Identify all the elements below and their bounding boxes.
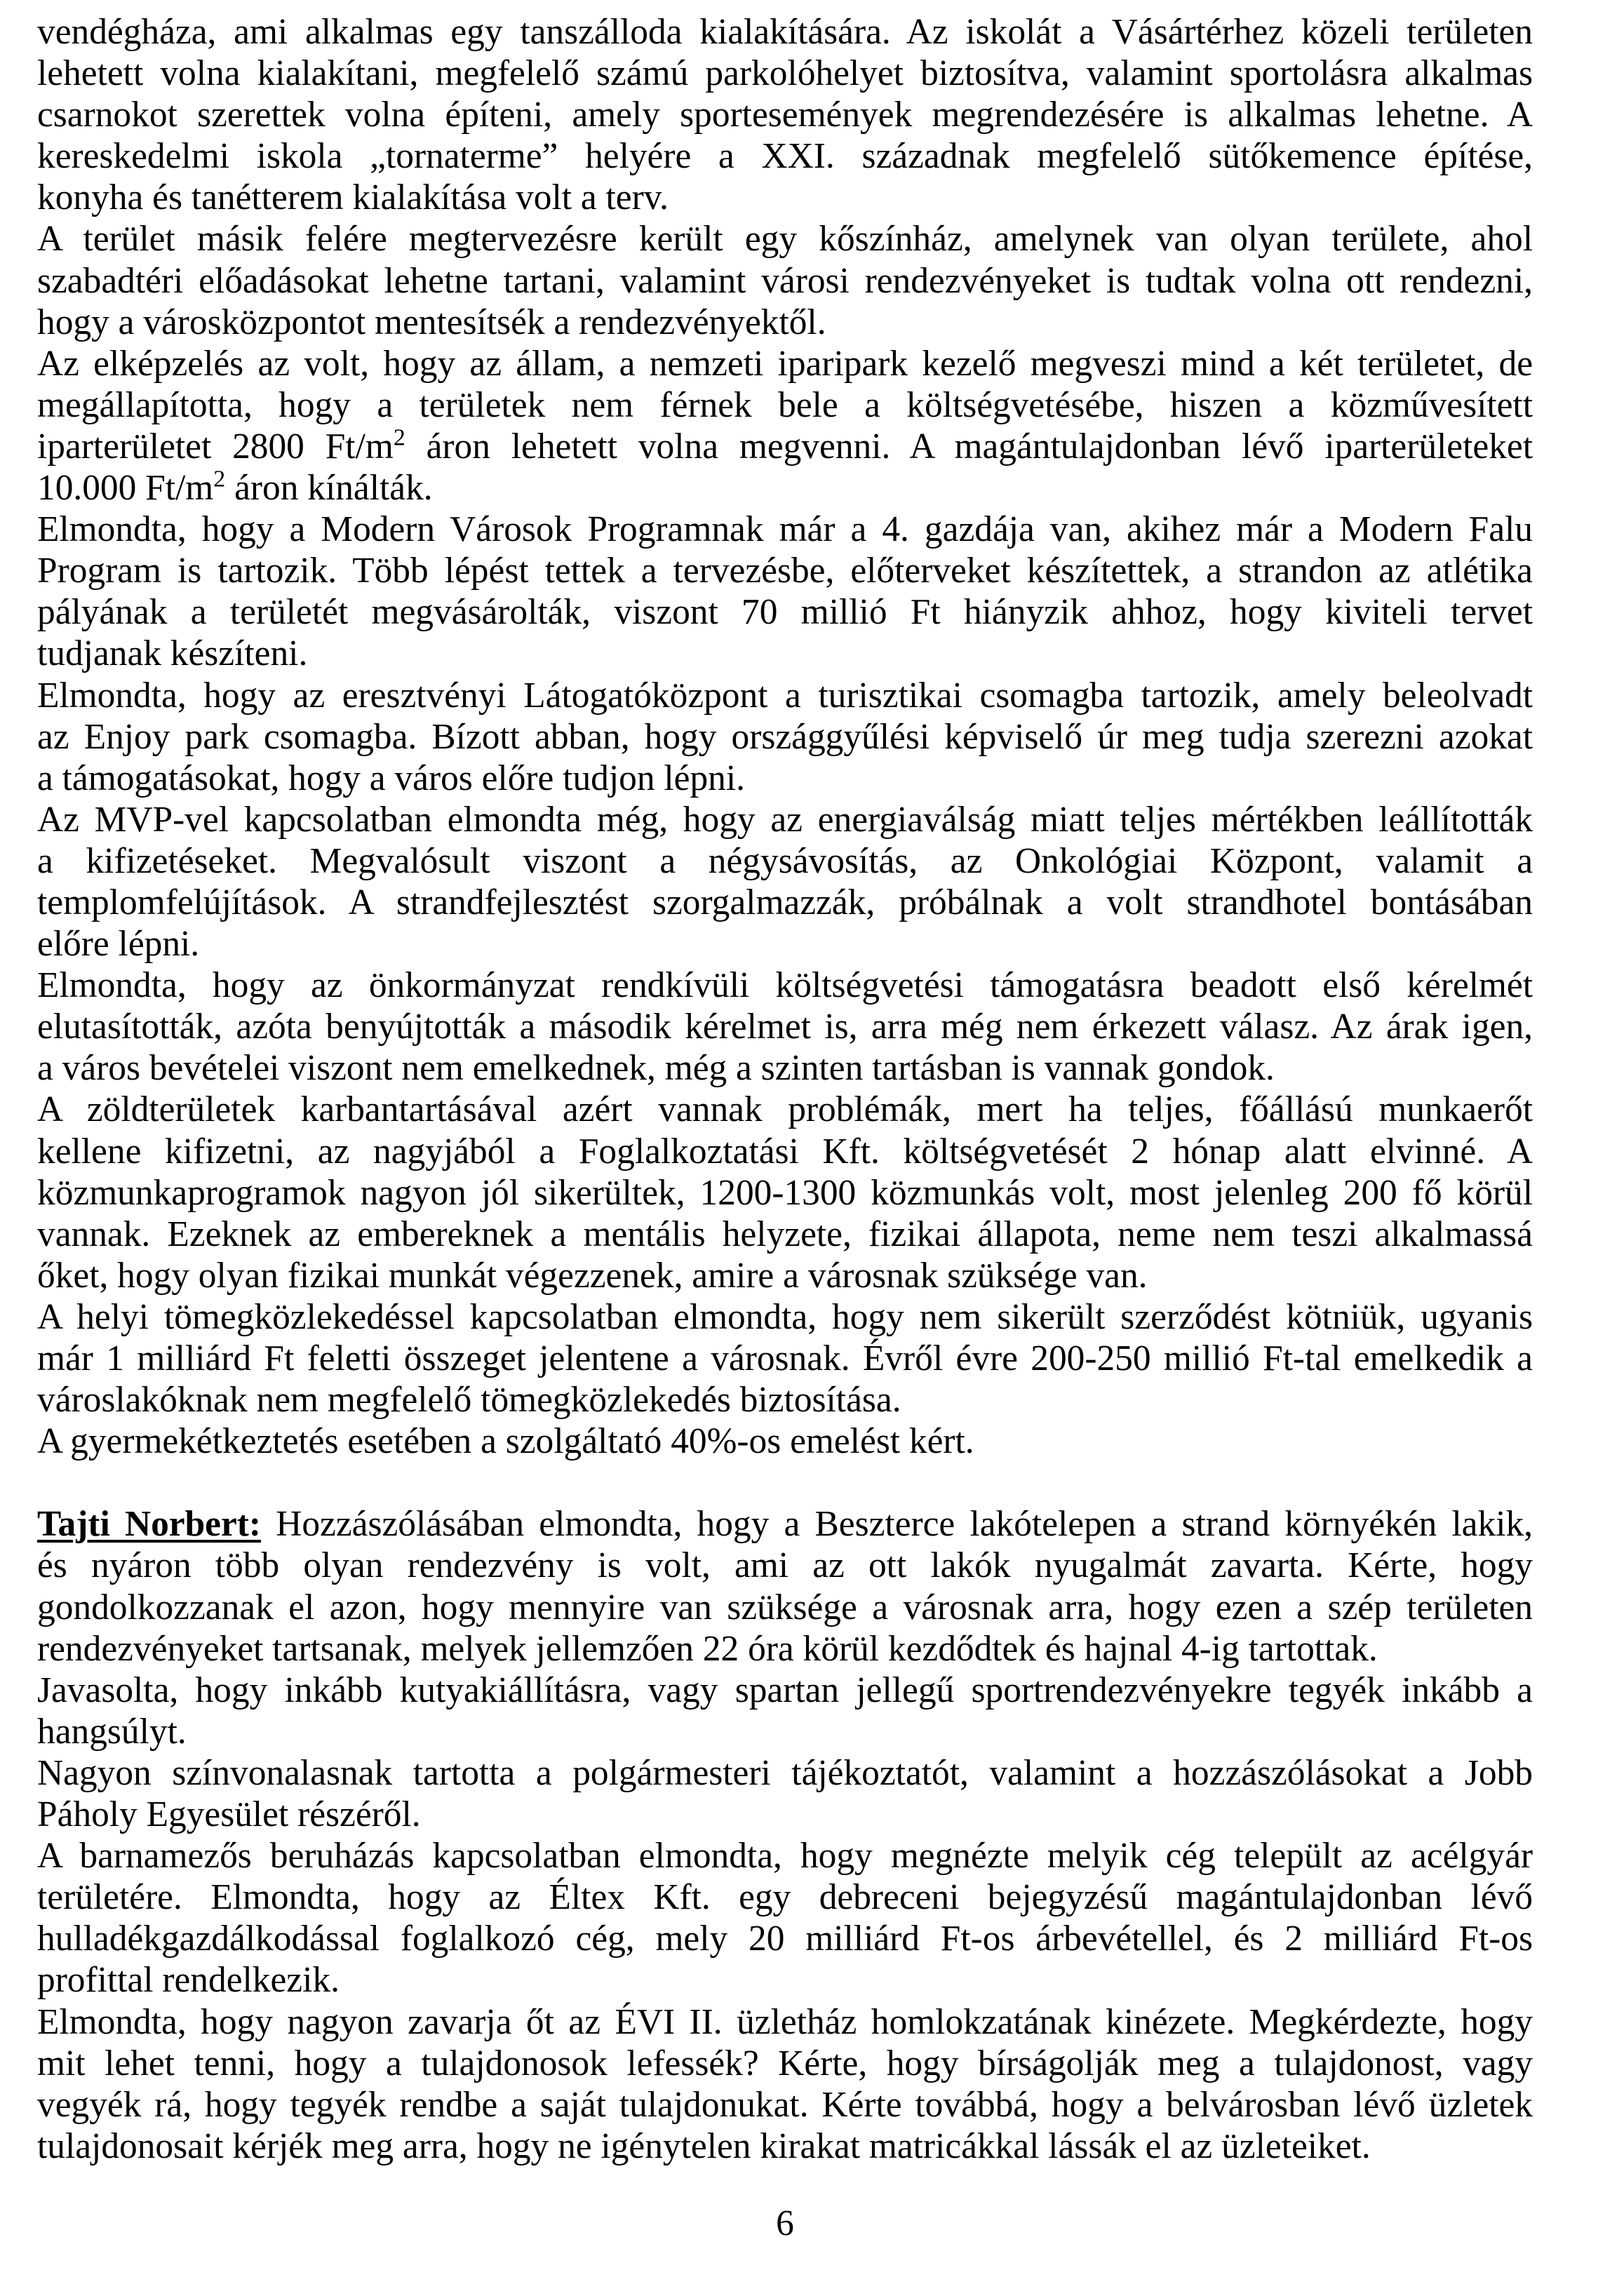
text-line: területére. Elmondta, hogy az Éltex Kft. egy debreceni bejegyzésű magántulajdonban lévő [37, 1877, 1533, 1918]
text-line: tulajdonosait kérjék meg arra, hogy ne igénytelen kirakat matricákkal lássák el az üzleteiket. [37, 2126, 1371, 2166]
text-line: közmunkaprogramok nagyon jól sikerültek, 1200-1300 közmunkás volt, most jelenleg 200 fő körül [37, 1172, 1533, 1213]
paragraph [37, 799, 1533, 965]
text-line: hogy a városközpontot mentesítsék a rendezvényektől. [37, 302, 826, 342]
text-line: Javasolta, hogy inkább kutyakiállításra, vagy spartan jellegű sportrendezvényekre tegyék inkább a [37, 1670, 1533, 1710]
text-line: csarnokot szerettek volna építeni, amely sportesemények megrendezésére is alkalmas lehetne. A [37, 95, 1533, 135]
text-line: lehetett volna kialakítani, megfelelő számú parkolóhelyet biztosítva, valamint sportolásra alkalmas [37, 53, 1533, 94]
superscript: 2 [213, 466, 226, 492]
text-line: kellene kifizetni, az nagyjából a Foglalkoztatási Kft. költségvetését 2 hónap alatt elvinné. A [37, 1131, 1533, 1172]
page-number: 6 [776, 2203, 794, 2243]
text-line: konyha és tanétterem kialakítása volt a terv. [37, 177, 669, 218]
superscript: 2 [393, 424, 405, 451]
document-body [37, 11, 1533, 2167]
text-line: templomfelújítások. A strandfejlesztést szorgalmazzák, próbálnak a volt strandhotel bontásában [37, 882, 1533, 922]
paragraph [37, 11, 1533, 218]
text-line: vendégháza, ami alkalmas egy tanszálloda kialakítására. Az iskolát a Vásártérhez közeli területen [37, 12, 1533, 52]
text-line: pályának a területét megvásárolták, viszont 70 millió Ft hiányzik ahhoz, hogy kiviteli tervet [37, 592, 1533, 633]
text-segment: áron kínálták. [225, 468, 433, 509]
text-line [37, 1503, 1533, 1545]
text-line: az Enjoy park csomagba. Bízott abban, hogy országgyűlési képviselő úr meg tudja szerezni azokat [37, 716, 1533, 757]
text-segment: Hozzászólásában elmondta, hogy a Beszterce lakótelepen a strand környékén lakik, [261, 1504, 1534, 1545]
text-line: Elmondta, hogy nagyon zavarja őt az ÉVI II. üzletház homlokzatának kinézete. Megkérdezte, hogy [37, 2001, 1533, 2042]
paragraph [37, 1089, 1533, 1296]
text-line: hulladékgazdálkodással foglalkozó cég, mely 20 milliárd Ft-os árbevétellel, és 2 milliárd Ft-os [37, 1919, 1533, 1959]
text-line: tudjanak készíteni. [37, 633, 308, 674]
text-line: mit lehet tenni, hogy a tulajdonosok lefessék? Kérte, hogy bírságolják meg a tulajdonost, vagy [37, 2043, 1533, 2083]
text-line: Páholy Egyesület részéről. [37, 1794, 421, 1835]
report-section [37, 11, 1533, 1462]
paragraph [37, 1670, 1533, 1752]
text-line: vannak. Ezeknek az embereknek a mentális helyzete, fizikai állapota, neme nem teszi alkalmassá [37, 1214, 1533, 1254]
text-line: szabadtéri előadásokat lehetne tartani, valamint városi rendezvényeket is tudtak volna ott rendezni, [37, 260, 1533, 301]
text-line: Program is tartozik. Több lépést tettek a tervezésbe, előterveket készítettek, a strandon az atlétika [37, 551, 1533, 591]
text-segment: 10.000 Ft/m [37, 468, 214, 509]
paragraph [37, 509, 1533, 674]
text-line: Az elképzelés az volt, hogy az állam, a nemzeti iparipark kezelő megveszi mind a két területet, de [37, 343, 1533, 384]
text-line: hangsúlyt. [37, 1711, 187, 1752]
paragraph [37, 218, 1533, 342]
text-line: Elmondta, hogy az önkormányzat rendkívüli költségvetési támogatásra beadott első kérelmét [37, 965, 1533, 1006]
text-line: A helyi tömegközlekedéssel kapcsolatban elmondta, hogy nem sikerült szerződést kötniük, ugyanis [37, 1296, 1533, 1337]
text-line: a város bevételei viszont nem emelkednek, még a szinten tartásban is vannak gondok. [37, 1048, 1275, 1089]
paragraph [37, 1752, 1533, 1835]
text-segment: iparterületet 2800 Ft/m [37, 426, 394, 466]
text-line: előre lépni. [37, 924, 200, 965]
paragraph [37, 1421, 1533, 1462]
paragraph [37, 2001, 1533, 2167]
text-line: A zöldterületek karbantartásával azért vannak problémák, mert ha teljes, főállású munkaerőt [37, 1089, 1533, 1130]
text-line: a kifizetéseket. Megvalósult viszont a négysávosítás, az Onkológiai Központ, valamit a [37, 840, 1533, 881]
text-line: rendezvényeket tartsanak, melyek jellemzően 22 óra körül kezdődtek és hajnal 4-ig tartottak. [37, 1628, 1378, 1669]
text-line: A gyermekétkeztetés esetében a szolgáltató 40%-os emelést kért. [37, 1421, 974, 1462]
text-line: gondolkozzanak el azon, hogy mennyire van szüksége a városnak arra, hogy ezen a szép területen [37, 1587, 1533, 1627]
blank-line [37, 1462, 1533, 1503]
text-line: profittal rendelkezik. [37, 1960, 340, 2001]
text-line: őket, hogy olyan fizikai munkát végezzenek, amire a városnak szüksége van. [37, 1255, 1148, 1296]
text-segment: áron lehetett volna megvenni. A magántulajdonban lévő iparterületeket [405, 426, 1533, 466]
text-line: a támogatásokat, hogy a város előre tudjon lépni. [37, 758, 745, 798]
text-line: már 1 milliárd Ft feletti összeget jelentene a városnak. Évről évre 200-250 millió Ft-tal emelkedik a [37, 1338, 1533, 1378]
text-line [37, 426, 1533, 467]
text-line: Elmondta, hogy a Modern Városok Programnak már a 4. gazdája van, akihez már a Modern Falu [37, 509, 1533, 550]
paragraph [37, 1296, 1533, 1421]
text-line: vegyék rá, hogy tegyék rendbe a saját tulajdonukat. Kérte továbbá, hogy a belvárosban lévő üzletek [37, 2084, 1533, 2125]
text-line: elutasították, azóta benyújtották a második kérelmet is, arra még nem érkezett válasz. Az árak igen, [37, 1007, 1533, 1047]
paragraph [37, 343, 1533, 509]
speaker-section [37, 1503, 1533, 2167]
text-line: Nagyon színvonalasnak tartotta a polgármesteri tájékoztatót, valamint a hozzászólásokat a Jobb [37, 1752, 1533, 1793]
paragraph [37, 1835, 1533, 2001]
text-line: megállapította, hogy a területek nem férnek bele a költségvetésébe, hiszen a közművesített [37, 384, 1533, 425]
text-line: és nyáron több olyan rendezvény is volt, ami az ott lakók nyugalmát zavarta. Kérte, hogy [37, 1545, 1533, 1586]
speaker-name: Tajti Norbert: [37, 1504, 262, 1545]
paragraph [37, 1503, 1533, 1669]
text-line: A barnamezős beruházás kapcsolatban elmondta, hogy megnézte melyik cég települt az acélgyár [37, 1836, 1533, 1877]
text-line [37, 467, 1533, 509]
text-line: kereskedelmi iskola „tornaterme” helyére a XXI. századnak megfelelő sütőkemence építése, [37, 136, 1533, 177]
text-line: A terület másik felére megtervezésre került egy kőszínház, amelynek van olyan területe, ahol [37, 219, 1533, 260]
text-line: Elmondta, hogy az eresztvényi Látogatóközpont a turisztikai csomagba tartozik, amely beleolvadt [37, 675, 1533, 716]
text-line: Az MVP-vel kapcsolatban elmondta még, hogy az energiaválság miatt teljes mértékben leállították [37, 799, 1533, 840]
paragraph [37, 965, 1533, 1089]
paragraph [37, 675, 1533, 799]
text-line: városlakóknak nem megfelelő tömegközlekedés biztosítása. [37, 1380, 901, 1421]
